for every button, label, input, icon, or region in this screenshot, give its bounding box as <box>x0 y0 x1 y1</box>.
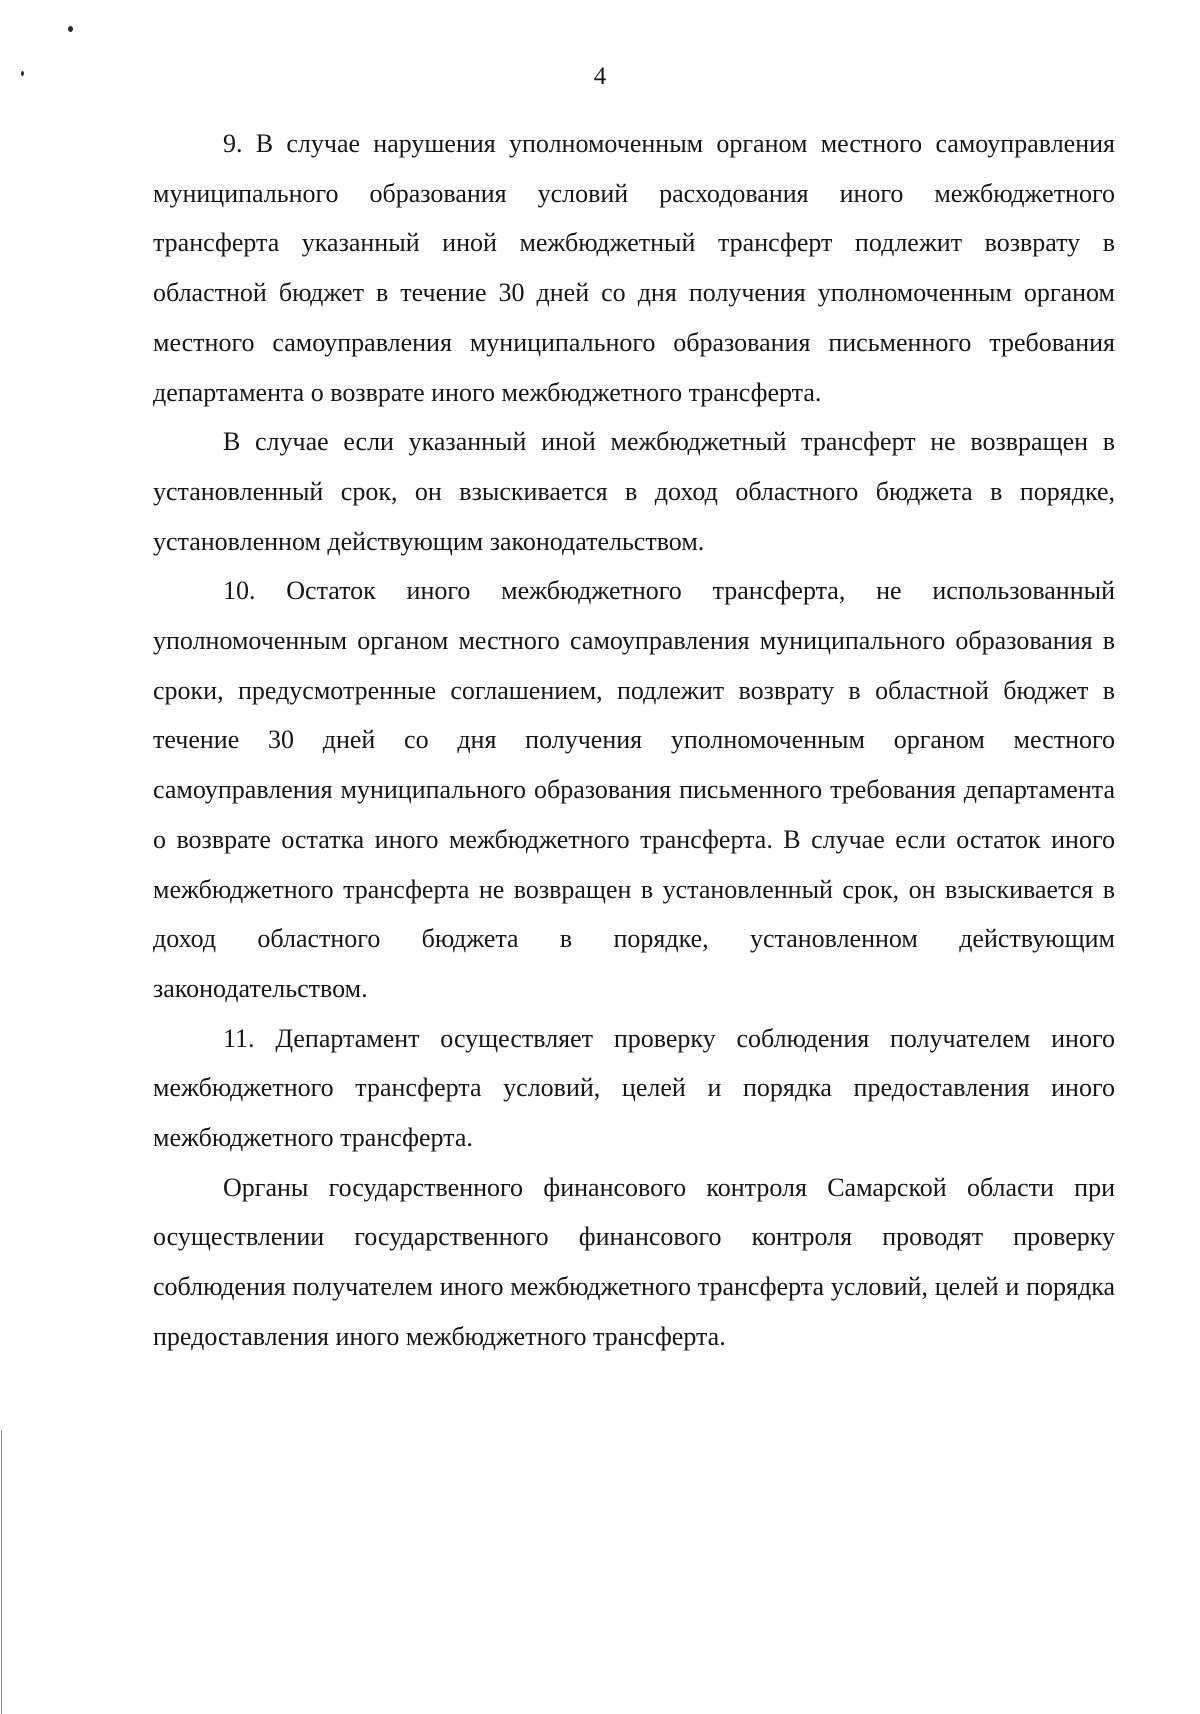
document-body <box>153 119 1115 1362</box>
paragraph-9: 9. В случае нарушения уполномоченным органом местного самоуправления муниципального образования условий расходования иного межбюджетного трансферта указанный иной межбюджетный трансферт подлежит возврату в областной бюджет в течение 30 дней со дня получения уполномоченным органом местного самоуправления муниципального образования письменного требования департамента о возврате иного межбюджетного трансферта. <box>153 129 1115 407</box>
scan-speck <box>68 26 73 32</box>
page-number: 4 <box>593 63 607 90</box>
paragraph-10: 10. Остаток иного межбюджетного трансферта, не использованный уполномоченным органом местного самоуправления муниципального образования в сроки, предусмотренные соглашением, подлежит возврату в областной бюджет в течение 30 дней со дня получения уполномоченным органом местного самоуправления муниципального образования письменного требования департамента о возврате остатка иного межбюджетного трансферта. В случае если остаток иного межбюджетного трансферта не возвращен в установленный срок, он взыскивается в доход областного бюджета в порядке, установленном действующим законодательством. <box>153 576 1115 1003</box>
paragraph-11-continuation: Органы государственного финансового контроля Самарской области при осуществлении государственного финансового контроля проводят проверку соблюдения получателем иного межбюджетного трансферта условий, целей и порядка предоставления иного межбюджетного трансферта. <box>153 1172 1115 1351</box>
paragraph-9-continuation: В случае если указанный иной межбюджетный трансферт не возвращен в установленный срок, он взыскивается в доход областного бюджета в порядке, установленном действующим законодательством. <box>153 427 1115 556</box>
paragraph-11: 11. Департамент осуществляет проверку соблюдения получателем иного межбюджетного трансферта условий, целей и порядка предоставления иного межбюджетного трансферта. <box>153 1023 1115 1153</box>
scan-edge-line <box>1 1430 2 1714</box>
